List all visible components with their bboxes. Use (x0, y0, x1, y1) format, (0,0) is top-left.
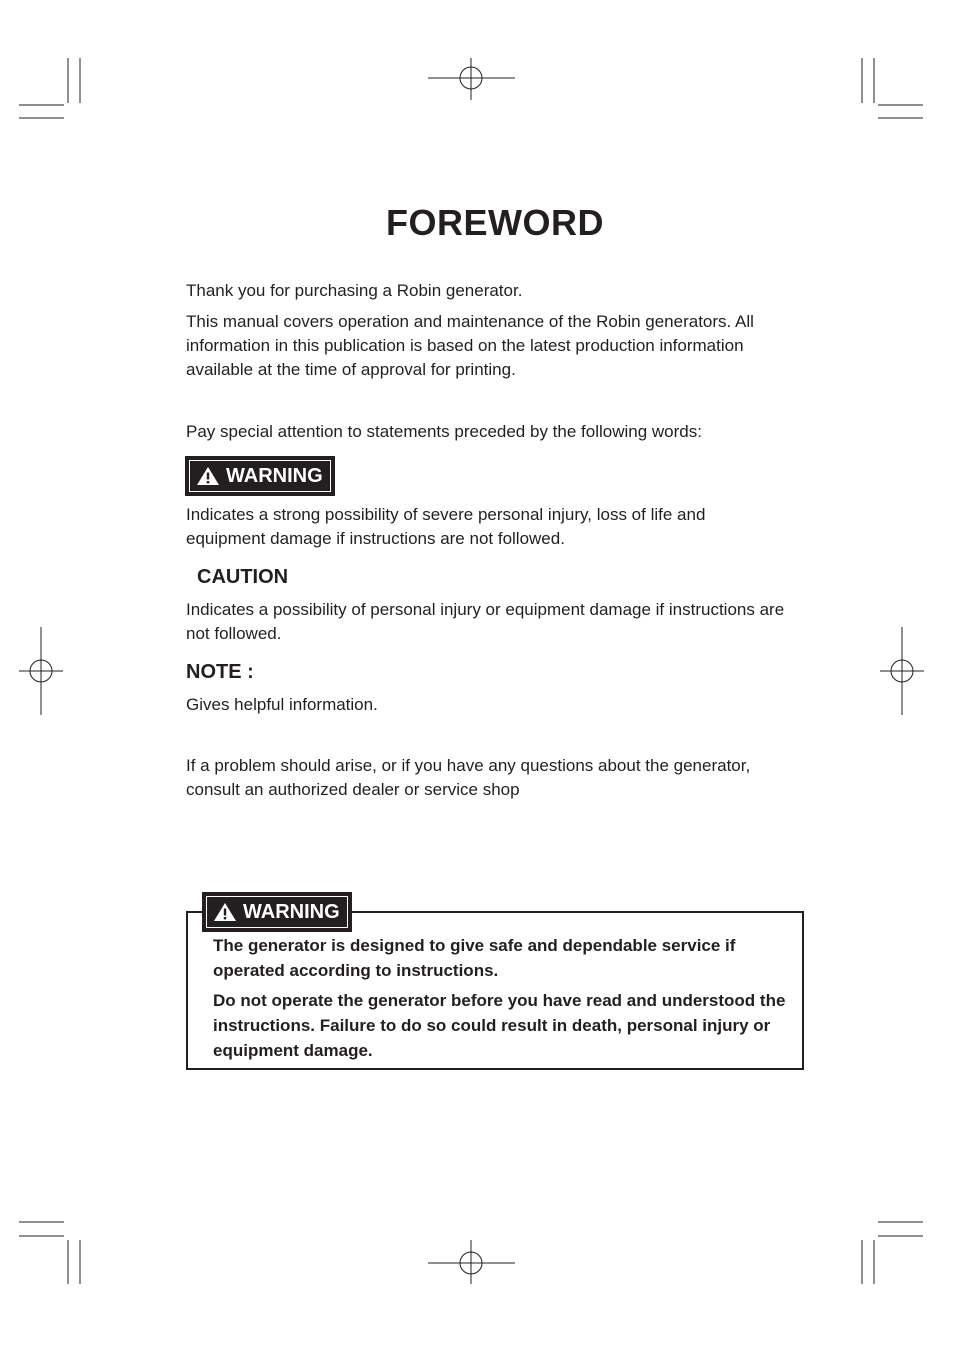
warning-triangle-icon (213, 902, 237, 922)
warning-description: Indicates a strong possibility of severe personal injury, loss of life and equipment damage if instructions are not followed. (186, 505, 706, 548)
warning-triangle-icon (196, 466, 220, 486)
intro-text: Thank you for purchasing a Robin generator. (186, 281, 523, 300)
warning-box-line-1: The generator is designed to give safe and dependable service if operated according to instructions. (213, 936, 736, 980)
page-title: FOREWORD (386, 202, 604, 243)
warning-box-badge (202, 892, 352, 932)
contact-text: If a problem should arise, or if you have any questions about the generator, consult an authorized dealer or service shop (186, 756, 751, 799)
note-description: Gives helpful information. (186, 695, 378, 714)
manual-scope-text: This manual covers operation and maintenance of the Robin generators. All information in this publication is based on the latest production information available at the time of approval for printing. (186, 312, 754, 379)
attention-text: Pay special attention to statements preceded by the following words: (186, 422, 702, 441)
warning-label-badge (185, 456, 335, 496)
caution-description: Indicates a possibility of personal injury or equipment damage if instructions are not followed. (186, 600, 785, 643)
warning-box-line-2: Do not operate the generator before you have read and understood the instructions. Failure to do so could result in death, personal injury or equipment damage. (213, 991, 786, 1060)
warning-box-label: WARNING (243, 900, 340, 923)
warning-label: WARNING (226, 464, 323, 487)
caution-label: CAUTION (197, 566, 289, 588)
note-label: NOTE : (186, 661, 254, 683)
